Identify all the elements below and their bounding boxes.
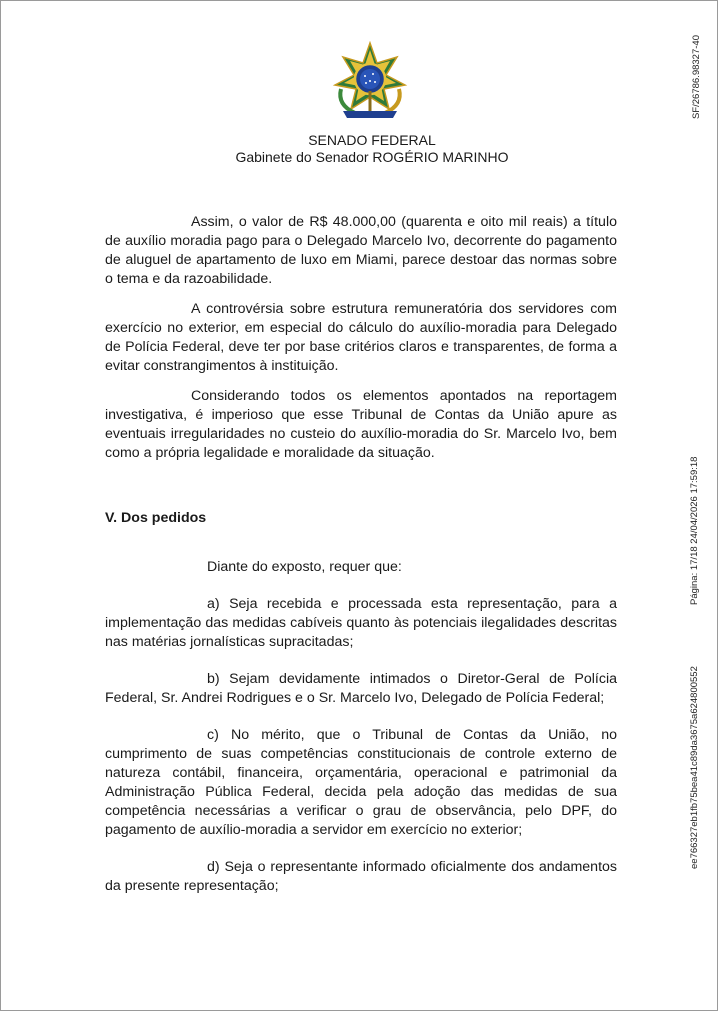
request-item: b) Sejam devidamente intimados o Diretor-Geral de Polícia Federal, Sr. Andrei Rodrigues e o Sr. Marcelo Ivo, Delegado de Polícia Federal; bbox=[105, 671, 617, 706]
document-header bbox=[1, 132, 717, 166]
body-paragraph: A controvérsia sobre estrutura remuneratória dos servidores com exercício no exterior, em especial do cálculo do auxílio-moradia para Delegado de Polícia Federal, deve ter por base critérios claros e transparentes, de forma a evitar constrangimentos à instituição. bbox=[105, 301, 617, 374]
office-name: Gabinete do Senador ROGÉRIO MARINHO bbox=[235, 149, 509, 165]
request-item: d) Seja o representante informado oficialmente dos andamentos da presente representação; bbox=[105, 859, 617, 894]
body-paragraph: Assim, o valor de R$ 48.000,00 (quarenta e oito mil reais) a título de auxílio moradia pago para o Delegado Marcelo Ivo, decorrente do pagamento de aluguel de apartamento de luxo em Miami, parece destoar das normas sobre o tema e da razoabilidade. bbox=[105, 214, 617, 287]
coat-of-arms-seal bbox=[329, 41, 411, 121]
body-paragraph: Considerando todos os elementos apontados na reportagem investigativa, é imperioso que esse Tribunal de Contas da União apure as eventuais irregularidades no custeio do auxílio-moradia do Sr. Marcelo Ivo, bem como a própria legalidade e moralidade da situação. bbox=[105, 388, 617, 461]
document-hash-stamp: ee766327eb1fb75bea41c89da3675a624800552 bbox=[689, 666, 700, 869]
document-body bbox=[105, 213, 617, 914]
section-title: V. Dos pedidos bbox=[105, 510, 207, 526]
page-info-stamp: Página: 17/18 24/04/2026 17:59:18 bbox=[689, 456, 700, 605]
request-item: a) Seja recebida e processada esta representação, para a implementação das medidas cabíveis quanto às potenciais ilegalidades descritas nas matérias jornalísticas supracitadas; bbox=[105, 596, 617, 650]
institution-name: SENADO FEDERAL bbox=[308, 132, 436, 148]
request-item: c) No mérito, que o Tribunal de Contas da União, no cumprimento de suas competências constitucionais de controle externo de natureza contábil, financeira, orçamentária, operacional e patrimonial da Administração Pública Federal, decida pela adoção das medidas de sua competência necessárias a verificar o grau de observância, pelo DPF, do pagamento de auxílio-moradia a servidor em exercício no exterior; bbox=[105, 727, 617, 838]
requests-lead: Diante do exposto, requer que: bbox=[207, 559, 402, 575]
document-id-stamp: SF/26786.98327-40 bbox=[691, 35, 702, 119]
